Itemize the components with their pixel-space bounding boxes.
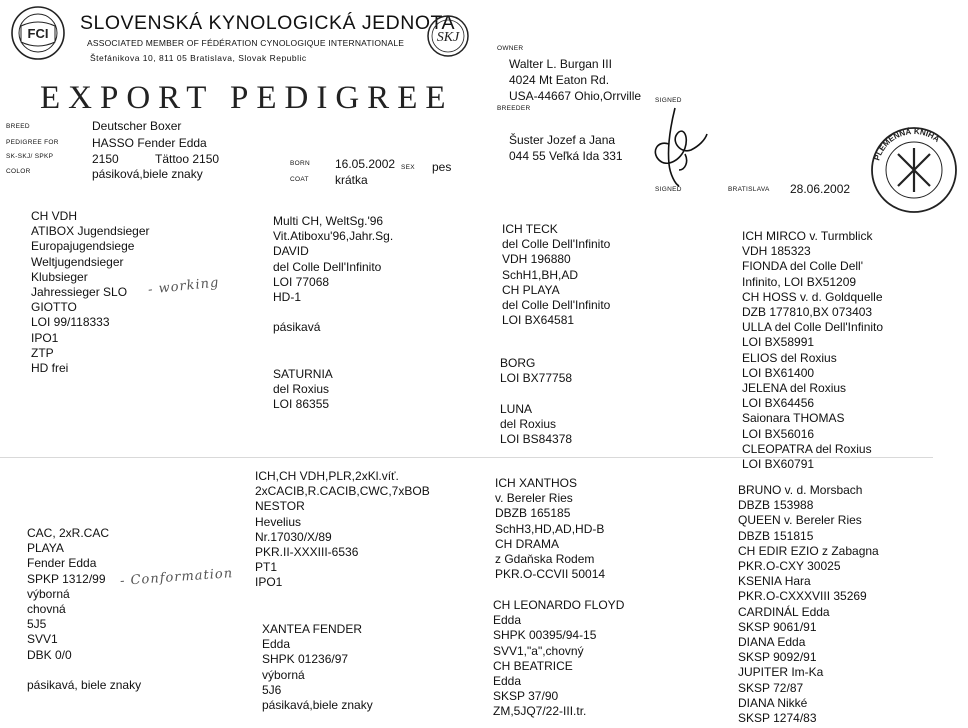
signature	[645, 104, 715, 190]
ggp-line: LOI BX64456	[742, 396, 815, 411]
skj-logo	[426, 14, 470, 58]
skj-number: 2150	[92, 152, 119, 166]
sire-dam-block	[273, 367, 333, 413]
dam-line: 5J5	[27, 617, 47, 632]
sss-line: SchH1,BH,AD	[502, 267, 579, 282]
sss-block	[502, 222, 610, 328]
ggp-line: BRUNO v. d. Morsbach	[738, 483, 863, 497]
ggp-line: PKR.O-CXXXVIII 35269	[738, 589, 867, 604]
top-great-grandparents-block	[742, 229, 883, 472]
ggp-line: CLEOPATRA del Roxius	[742, 441, 872, 456]
dam-line: Fender Edda	[27, 556, 97, 571]
signed-label-bottom: SIGNED	[655, 186, 682, 193]
dam-dam-line: pásikavá,biele znaky	[262, 698, 373, 713]
ggp-line: SKSP 72/87	[738, 680, 804, 695]
ggp-line: KSENIA Hara	[738, 574, 811, 589]
sire-sire-block	[273, 214, 393, 336]
sire-dam-line: LOI 86355	[273, 397, 330, 412]
ssd-line: LOI BX77758	[500, 371, 573, 386]
dog-name: HASSO Fender Edda	[92, 136, 207, 150]
ssd-line: LUNA	[500, 401, 533, 416]
dam-line	[27, 663, 141, 678]
dss-line: CH DRAMA	[495, 536, 560, 551]
dam-sire-line: IPO1	[255, 575, 283, 590]
ggp-line: CH EDIR EZIO z Zabagna	[738, 543, 879, 558]
skj-logo-text: SKJ	[436, 30, 460, 45]
dsd-line: Edda	[493, 613, 522, 628]
sire-line: HD frei	[31, 361, 69, 376]
sire-line: CH VDH	[31, 209, 78, 223]
ggp-line: ULLA del Colle Dell'Infinito	[742, 320, 884, 335]
coat-label: COAT	[290, 176, 309, 183]
ggp-line: DZB 177810,BX 073403	[742, 305, 873, 320]
sire-sire-line: pásikavá	[273, 320, 321, 335]
ggp-line: JELENA del Roxius	[742, 381, 847, 396]
sire-line: Jahressieger SLO	[31, 285, 128, 300]
sire-line: IPO1	[31, 330, 59, 345]
ggp-line: DBZB 153988	[738, 498, 814, 513]
sire-line: Klubsieger	[31, 269, 88, 284]
dam-block	[27, 526, 141, 693]
ssd-line	[500, 386, 572, 401]
dam-sire-line: PT1	[255, 560, 278, 575]
ggp-line: LOI BX61400	[742, 365, 815, 380]
dam-line: SVV1	[27, 632, 58, 647]
skj-label: SK-SKJ/ SPKP	[6, 153, 54, 160]
signed-place: BRATISLAVA	[728, 186, 770, 193]
color-value: pásiková,biele znaky	[92, 167, 203, 181]
dam-sire-line: ICH,CH VDH,PLR,2xKl.víť.	[255, 469, 399, 483]
dss-line: SchH3,HD,AD,HD-B	[495, 521, 605, 536]
sire-block	[31, 209, 150, 376]
dam-sire-line: PKR.II-XXXIII-6536	[255, 545, 359, 560]
dss-line: v. Bereler Ries	[495, 491, 573, 506]
sss-line: LOI BX64581	[502, 313, 575, 328]
sire-dam-line: del Roxius	[273, 382, 330, 397]
dam-sire-block	[255, 469, 430, 591]
dam-dam-line: XANTEA FENDER	[262, 622, 363, 636]
breed-label: BREED	[6, 123, 30, 130]
ggp-line: ICH MIRCO v. Turmblick	[742, 229, 873, 243]
sex-value: pes	[432, 160, 452, 174]
ssd-line: BORG	[500, 356, 536, 370]
ssd-block	[500, 356, 572, 447]
dss-block	[495, 476, 605, 582]
ggp-line: LOI BX56016	[742, 426, 815, 441]
sss-line: del Colle Dell'Infinito	[502, 237, 611, 252]
dam-line: CAC, 2xR.CAC	[27, 526, 110, 540]
sss-line: VDH 196880	[502, 252, 571, 267]
dam-dam-line: výborná	[262, 667, 305, 682]
signed-label-top: SIGNED	[655, 97, 682, 104]
signed-date: 28.06.2002	[790, 182, 851, 196]
ssd-line: LOI BS84378	[500, 432, 573, 446]
dam-line: PLAYA	[27, 541, 64, 556]
ggp-line: CH HOSS v. d. Goldquelle	[742, 289, 883, 304]
owner-city: USA-44667 Ohio,Orrville	[509, 89, 642, 103]
handwritten-conformation: - Conformation	[119, 566, 234, 589]
fci-logo-text: FCI	[27, 26, 49, 41]
breeder-label: BREEDER	[497, 105, 531, 112]
dam-sire-line: NESTOR	[255, 499, 305, 514]
sire-line: Europajugendsiege	[31, 239, 135, 254]
ggp-line: DIANA Nikké	[738, 695, 808, 710]
sire-line: ZTP	[31, 345, 54, 360]
dam-dam-line: SHPK 01236/97	[262, 652, 349, 667]
dss-line: DBZB 165185	[495, 506, 571, 521]
dam-line: výborná	[27, 586, 70, 601]
born-label: BORN	[290, 160, 310, 167]
document-title: EXPORT PEDIGREE	[40, 80, 454, 116]
breed-value: Deutscher Boxer	[92, 119, 182, 133]
dam-sire-line: 2xCACIB,R.CACIB,CWC,7xBOB	[255, 484, 430, 499]
sire-sire-line: Vit.Atiboxu'96,Jahr.Sg.	[273, 229, 394, 244]
sire-dam-line: SATURNIA	[273, 367, 333, 381]
sss-line: del Colle Dell'Infinito	[502, 298, 611, 313]
dsd-line: Edda	[493, 674, 522, 689]
sire-sire-line: del Colle Dell'Infinito	[273, 259, 382, 274]
dam-dam-block	[262, 622, 373, 713]
org-subtitle: ASSOCIATED MEMBER OF FÉDÉRATION CYNOLOGIQUE INTERNATIONALE	[87, 38, 405, 48]
ggp-line: VDH 185323	[742, 244, 811, 259]
dam-dam-line: Edda	[262, 637, 291, 652]
tattoo: Tättoo 2150	[155, 152, 220, 166]
dam-line: pásikavá, biele znaky	[27, 678, 142, 693]
owner-label: OWNER	[497, 45, 524, 52]
sire-line: LOI 99/118333	[31, 315, 110, 330]
dss-line: ICH XANTHOS	[495, 476, 578, 490]
ggp-line: PKR.O-CXY 30025	[738, 559, 841, 574]
dss-line: z Gdaňska Rodem	[495, 552, 595, 567]
sire-line: ATIBOX Jugendsieger	[31, 224, 150, 239]
dam-line: SPKP 1312/99	[27, 571, 106, 586]
ggp-line: ELIOS del Roxius	[742, 350, 837, 365]
dsd-line: SHPK 00395/94-15	[493, 628, 597, 643]
sire-sire-line: Multi CH, WeltSg.'96	[273, 214, 384, 228]
ssd-line: del Roxius	[500, 416, 557, 431]
dam-line: chovná	[27, 602, 66, 617]
ggp-line: LOI BX60791	[742, 457, 815, 472]
dsd-line: CH LEONARDO FLOYD	[493, 598, 625, 612]
sire-sire-line: DAVID	[273, 244, 309, 259]
dsd-line: SVV1,"a",chovný	[493, 643, 584, 658]
bottom-great-grandparents-block	[738, 483, 879, 726]
born-value: 16.05.2002	[335, 157, 396, 171]
dss-line: PKR.O-CCVII 50014	[495, 567, 606, 582]
pedigree-for-label: PEDIGREE FOR	[6, 139, 59, 146]
dsd-block	[493, 598, 624, 720]
dsd-line: ZM,5JQ7/22-III.tr.	[493, 704, 587, 719]
breeder-city: 044 55 Veľká Ida 331	[509, 149, 623, 163]
svg-text:PLEMENNÁ KNIHA: PLEMENNÁ KNIHA	[872, 126, 942, 162]
coat-value: krátka	[335, 173, 368, 187]
ggp-line: DIANA Edda	[738, 635, 806, 650]
ggp-line: SKSP 9061/91	[738, 619, 817, 634]
ggp-line: QUEEN v. Bereler Ries	[738, 513, 862, 528]
dsd-line: SKSP 37/90	[493, 689, 559, 704]
org-name: SLOVENSKÁ KYNOLOGICKÁ JEDNOTA	[80, 12, 455, 34]
sire-line: Weltjugendsieger	[31, 254, 124, 269]
dam-sire-line: Nr.17030/X/89	[255, 529, 332, 544]
ggp-line: CARDINÁL Edda	[738, 604, 830, 619]
ggp-line: FIONDA del Colle Dell'	[742, 259, 863, 274]
ggp-line: DBZB 151815	[738, 528, 814, 543]
ggp-line: Infinito, LOI BX51209	[742, 274, 857, 289]
color-label: COLOR	[6, 168, 31, 175]
sss-line: ICH TECK	[502, 222, 558, 236]
sire-line: GIOTTO	[31, 300, 77, 315]
dam-sire-line: Hevelius	[255, 514, 302, 529]
dam-dam-line: 5J6	[262, 682, 282, 697]
dam-line: DBK 0/0	[27, 647, 72, 662]
ggp-line: Saionara THOMAS	[742, 411, 845, 426]
sex-label: SEX	[401, 164, 415, 171]
breeder-name: Šuster Jozef a Jana	[509, 133, 616, 147]
ggp-line: SKSP 9092/91	[738, 650, 817, 665]
ggp-line: LOI BX58991	[742, 335, 815, 350]
sss-line: CH PLAYA	[502, 282, 560, 297]
org-address: Štefánikova 10, 811 05 Bratislava, Slovak Republic	[90, 53, 307, 63]
plemenna-kniha-stamp	[868, 124, 942, 216]
sire-sire-line: LOI 77068	[273, 274, 330, 289]
ggp-line: JUPITER Im-Ka	[738, 665, 824, 680]
sire-sire-line	[273, 305, 393, 320]
fci-logo	[8, 4, 68, 62]
ggp-line: SKSP 1274/83	[738, 711, 817, 726]
owner-street: 4024 Mt Eaton Rd.	[509, 73, 610, 87]
handwritten-working: - working	[147, 275, 221, 298]
sire-sire-line: HD-1	[273, 290, 302, 305]
dsd-line: CH BEATRICE	[493, 658, 573, 673]
owner-name: Walter L. Burgan III	[509, 57, 612, 71]
